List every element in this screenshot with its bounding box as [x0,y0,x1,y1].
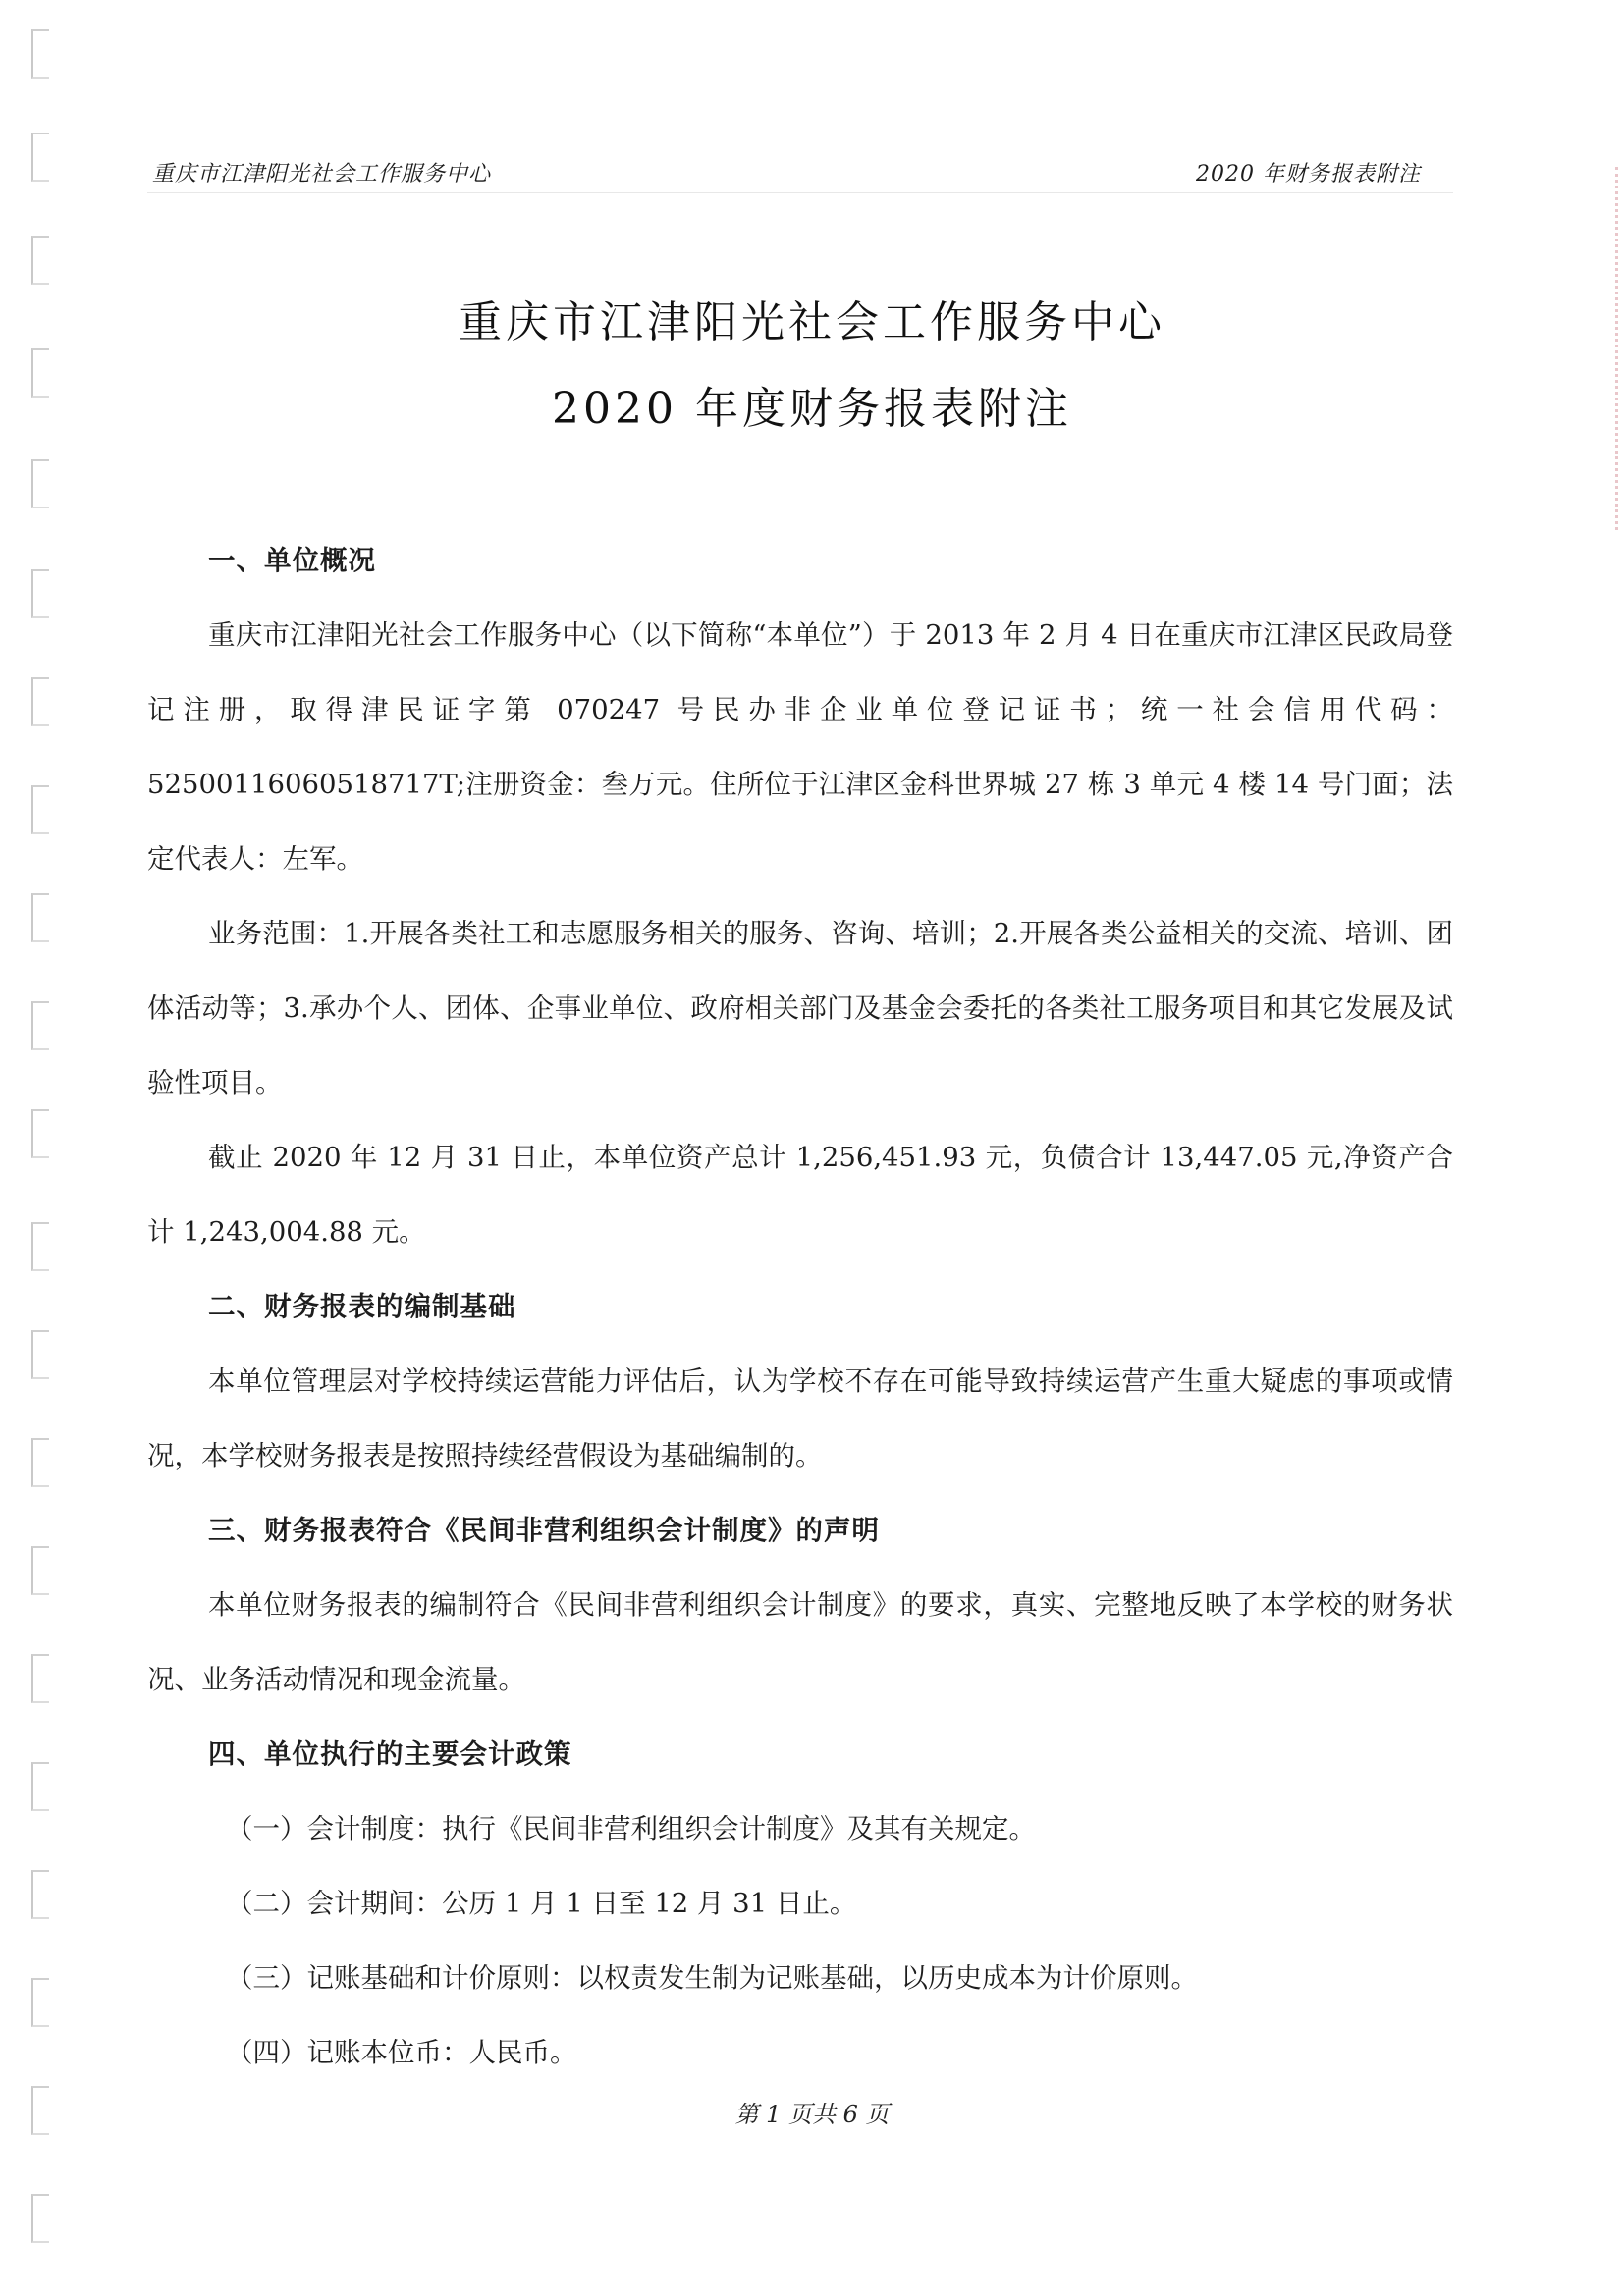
section-heading-2: 二、财务报表的编制基础 [208,1291,516,1322]
paragraph-preparation-basis: 本单位管理层对学校持续运营能力评估后，认为学校不存在可能导致持续运营产生重大疑虑的事项或情况，本学校财务报表是按照持续经营假设为基础编制的。 [147,1365,1453,1471]
section-heading-4: 四、单位执行的主要会计政策 [208,1738,572,1770]
paragraph-compliance-statement: 本单位财务报表的编制符合《民间非营利组织会计制度》的要求，真实、完整地反映了本学校的财务状况、业务活动情况和现金流量。 [147,1589,1453,1695]
policy-item: （三）记账基础和计价原则：以权责发生制为记账基础，以历史成本为计价原则。 [226,1962,1198,1994]
header-rule [147,192,1453,193]
document-body [147,523,1453,2090]
document-subtitle: 2020 年度财务报表附注 [552,384,1072,434]
page-number: 第 1 页共 6 页 [734,2101,890,2128]
running-header-right: 2020 年财务报表附注 [1196,162,1421,187]
paragraph-business-scope: 业务范围：1.开展各类社工和志愿服务相关的服务、咨询、培训；2.开展各类公益相关的交流、培训、团体活动等；3.承办个人、团体、企事业单位、政府相关部门及基金会委托的各类社工服务项目和其它发展及试验性项目。 [147,918,1453,1098]
policy-item: （四）记账本位币：人民币。 [226,2037,577,2068]
policy-item: （一）会计制度：执行《民间非营利组织会计制度》及其有关规定。 [226,1813,1036,1844]
section-heading-3: 三、财务报表符合《民间非营利组织会计制度》的声明 [208,1515,880,1546]
section-heading-1: 一、单位概况 [208,545,376,576]
document-title: 重庆市江津阳光社会工作服务中心 [459,297,1165,347]
policy-item: （二）会计期间：公历 1 月 1 日至 12 月 31 日止。 [226,1888,857,1919]
paragraph-overview: 重庆市江津阳光社会工作服务中心（以下简称“本单位”）于 2013 年 2 月 4 日在重庆市江津区民政局登记注册，取得津民证字第 070247 号民办非企业单位登记证书；统一社会信用代码：52500116060518717T;注册资金：叁万元。住所位于江津区金科世界城 27 栋 3 单元 4 楼 14 号门面；法定代表人：左军。 [147,619,1453,875]
running-header-left: 重庆市江津阳光社会工作服务中心 [152,162,492,187]
paragraph-financial-summary: 截止 2020 年 12 月 31 日止，本单位资产总计 1,256,451.93 元，负债合计 13,447.05 元,净资产合计 1,243,004.88 元。 [147,1142,1453,1248]
